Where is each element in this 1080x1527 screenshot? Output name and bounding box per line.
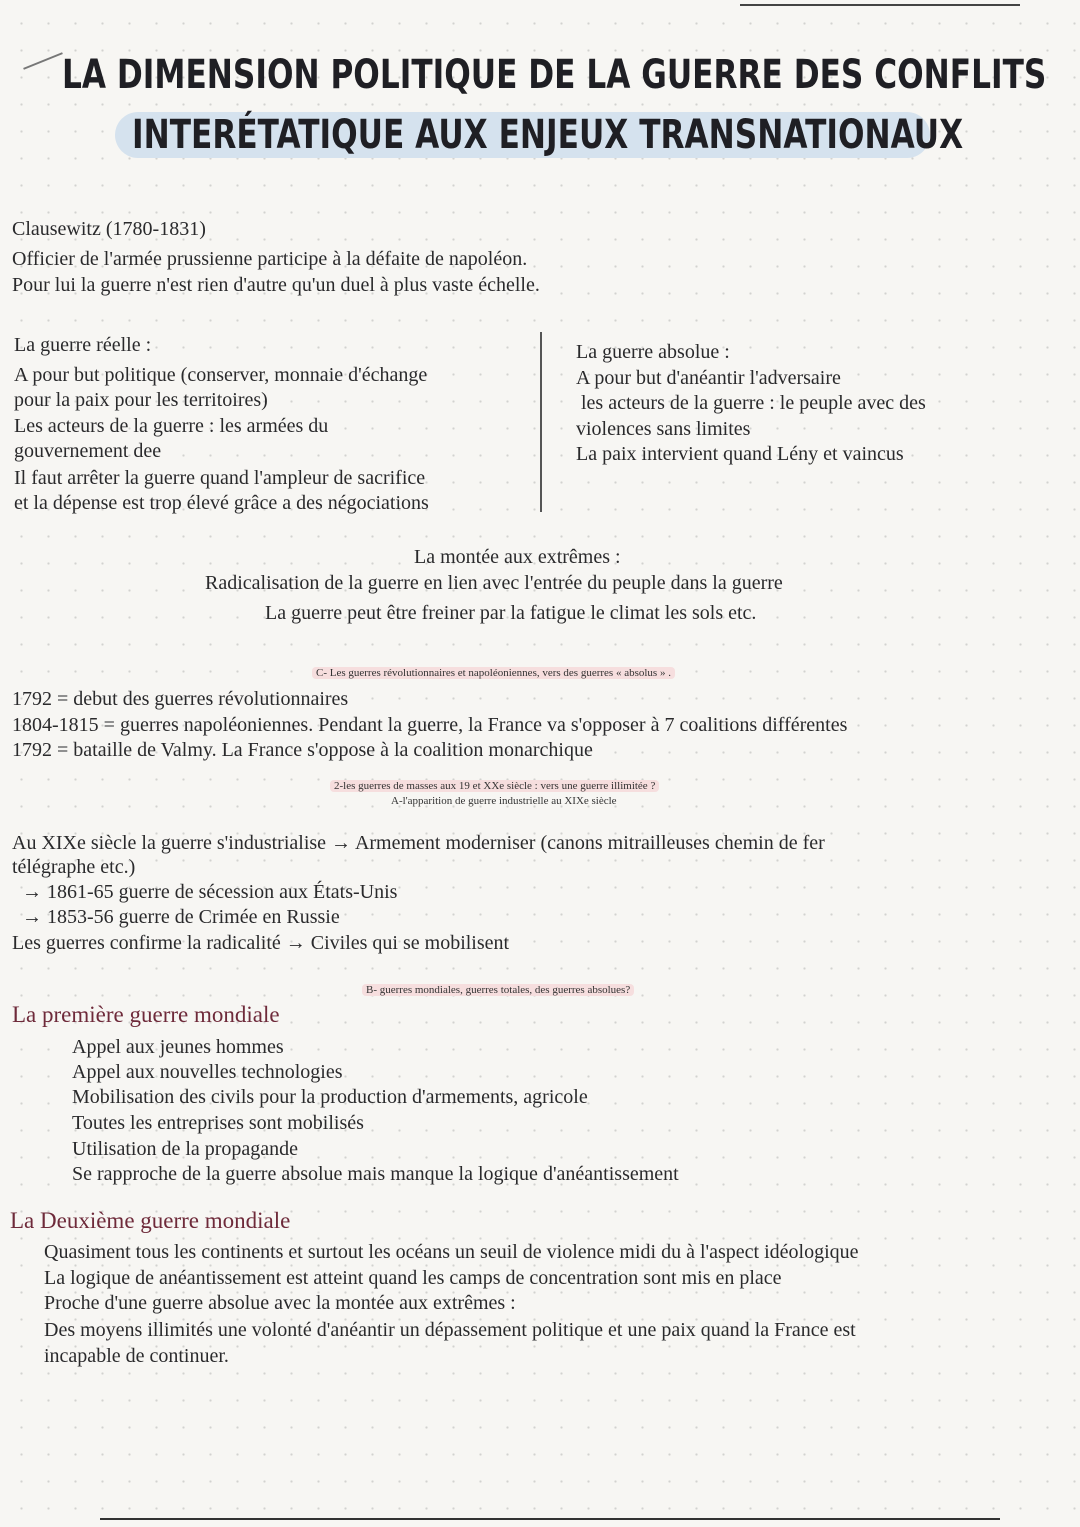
text-line: 1792 = debut des guerres révolutionnaires	[12, 688, 349, 710]
text-line: pour la paix pour les territoires)	[14, 389, 268, 411]
ww2-title: La Deuxième guerre mondiale	[10, 1208, 291, 1233]
list-item: Appel aux nouvelles technologies	[72, 1061, 343, 1083]
text-line: La paix intervient quand Lény et vaincus	[576, 443, 904, 465]
text-line: La guerre peut être freiner par la fatigue le climat les sols etc.	[265, 602, 757, 624]
list-item: Quasiment tous les continents et surtout les océans un seuil de violence midi du à l'aspect idéologique	[44, 1241, 859, 1263]
bottom-rule	[100, 1518, 1000, 1520]
text-line: Les acteurs de la guerre : les armées du	[14, 415, 329, 437]
text-line: La montée aux extrêmes :	[414, 546, 621, 568]
text-line: Au XIXe siècle la guerre s'industrialise → Armement moderniser (canons mitrailleuses chemin de fer	[12, 832, 825, 854]
list-item: La logique de anéantissement est atteint quand les camps de concentration sont mis en place	[44, 1267, 782, 1289]
text-line: les acteurs de la guerre : le peuple avec des	[576, 392, 926, 414]
list-item: Se rapproche de la guerre absolue mais manque la logique d'anéantissement	[72, 1163, 679, 1185]
list-item: Proche d'une guerre absolue avec la montée aux extrêmes :	[44, 1292, 516, 1314]
text-line: violences sans limites	[576, 418, 751, 440]
text-line: La guerre absolue :	[576, 341, 730, 363]
list-item: Utilisation de la propagande	[72, 1138, 299, 1160]
text-line: et la dépense est trop élevé grâce a des négociations	[14, 492, 429, 514]
text-line: A pour but d'anéantir l'adversaire	[576, 367, 841, 389]
text-line: → 1861-65 guerre de sécession aux États-Unis	[12, 881, 398, 903]
text-line: Radicalisation de la guerre en lien avec l'entrée du peuple dans la guerre	[205, 572, 783, 594]
section-heading-c: C- Les guerres révolutionnaires et napoléoniennes, vers des guerres « absolus » .	[312, 667, 675, 679]
list-item: Toutes les entreprises sont mobilisés	[72, 1112, 364, 1134]
text-line: Il faut arrêter la guerre quand l'ampleur de sacrifice	[14, 467, 426, 489]
text-line: télégraphe etc.)	[12, 856, 136, 878]
page-title-line2: INTERÉTATIQUE AUX ENJEUX TRANSNATIONAUX	[132, 112, 964, 158]
text-line: La guerre réelle :	[14, 334, 152, 356]
intro-line: Officier de l'armée prussienne participe à la défaite de napoléon.	[12, 248, 528, 270]
page-title-line1: LA DIMENSION POLITIQUE DE LA GUERRE DES CONFLITS	[62, 52, 1047, 98]
title-stroke	[23, 52, 63, 70]
ww1-title: La première guerre mondiale	[12, 1002, 280, 1027]
section-heading-a: A-l'apparition de guerre industrielle au XIXe siècle	[391, 795, 617, 807]
list-item: Appel aux jeunes hommes	[72, 1036, 284, 1058]
list-item: incapable de continuer.	[44, 1345, 229, 1367]
text-line: A pour but politique (conserver, monnaie d'échange	[14, 364, 428, 386]
text-line: Les guerres confirme la radicalité → Civiles qui se mobilisent	[12, 932, 510, 954]
intro-line: Clausewitz (1780-1831)	[12, 218, 206, 240]
intro-line: Pour lui la guerre n'est rien d'autre qu'un duel à plus vaste échelle.	[12, 274, 540, 296]
column-divider	[540, 332, 542, 512]
text-line: 1792 = bataille de Valmy. La France s'oppose à la coalition monarchique	[12, 739, 593, 761]
section-heading-b: B- guerres mondiales, guerres totales, des guerres absolues?	[362, 984, 634, 996]
text-line: gouvernement dee	[14, 440, 162, 462]
list-item: Des moyens illimités une volonté d'anéantir un dépassement politique et une paix quand la France est	[44, 1319, 856, 1341]
list-item: Mobilisation des civils pour la production d'armements, agricole	[72, 1086, 588, 1108]
text-line: 1804-1815 = guerres napoléoniennes. Pendant la guerre, la France va s'opposer à 7 coalitions différentes	[12, 714, 848, 736]
top-rule	[740, 4, 1020, 6]
section-heading-2: 2-les guerres de masses aux 19 et XXe siècle : vers une guerre illimitée ?	[330, 780, 659, 792]
text-line: → 1853-56 guerre de Crimée en Russie	[12, 906, 340, 928]
